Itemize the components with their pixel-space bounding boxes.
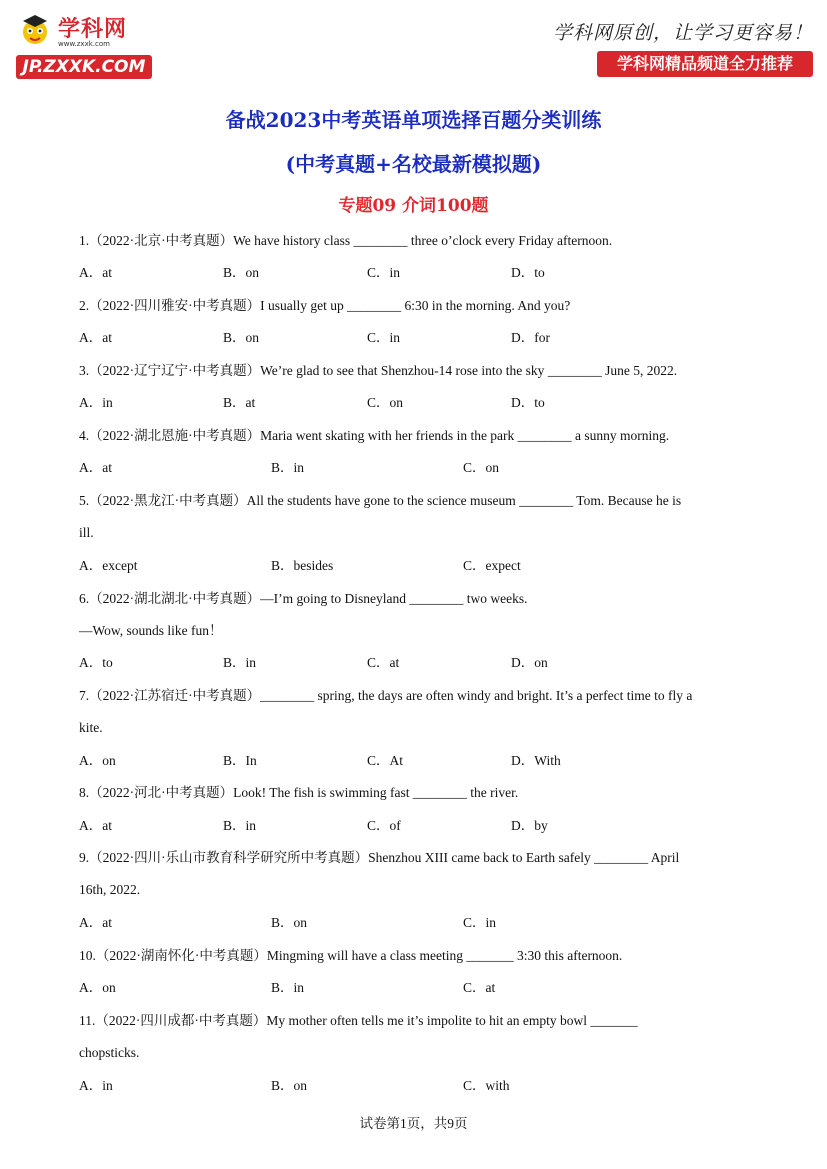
question-text: 11.（2022·四川成都·中考真题）My mother often tells me it’s impolite to hit an empty bowl _______ bbox=[79, 1013, 638, 1028]
option-d: D．for bbox=[511, 330, 550, 345]
option-d: D．to bbox=[511, 265, 545, 280]
option-a: A．at bbox=[79, 915, 112, 930]
option-a: A．on bbox=[79, 753, 116, 768]
page-header bbox=[0, 0, 827, 90]
question-text: 5.（2022·黑龙江·中考真题）All the students have gone to the science museum ________ Tom. Because he is bbox=[79, 493, 682, 508]
question-text: 10.（2022·湖南怀化·中考真题）Mingming will have a class meeting _______ 3:30 this afternoon. bbox=[79, 948, 623, 963]
option-b: B．In bbox=[223, 753, 257, 768]
question-text: 1.（2022·北京·中考真题）We have history class ________ three o’clock every Friday afternoon. bbox=[79, 233, 613, 248]
question-text: 8.（2022·河北·中考真题）Look! The fish is swimming fast ________ the river. bbox=[79, 785, 519, 800]
option-a: A．at bbox=[79, 265, 112, 280]
site-url-badge[interactable]: JP.ZXXK.COM bbox=[16, 55, 152, 79]
question-text: 9.（2022·四川·乐山市教育科学研究所中考真题）Shenzhou XIII came back to Earth safely ________ April bbox=[79, 850, 680, 865]
option-d: D．by bbox=[511, 818, 548, 833]
option-c: C．of bbox=[367, 818, 401, 833]
option-b: B．on bbox=[271, 915, 308, 930]
document-subtitle: (中考真题+名校最新模拟题) bbox=[285, 152, 542, 176]
option-a: A．at bbox=[79, 330, 112, 345]
option-a: A．on bbox=[79, 980, 116, 995]
option-b: B．on bbox=[271, 1078, 308, 1093]
question-text-cont: —Wow, sounds like fun！ bbox=[79, 623, 223, 638]
question-text-cont: 16th, 2022. bbox=[79, 882, 141, 897]
topic-title: 专题09 介词100题 bbox=[338, 196, 489, 216]
option-b: B．in bbox=[223, 818, 257, 833]
mascot-icon bbox=[18, 12, 52, 46]
option-c: C．with bbox=[463, 1078, 510, 1093]
slogan: 学科网原创，让学习更容易！ bbox=[552, 22, 813, 44]
option-d: D．on bbox=[511, 655, 548, 670]
option-b: B．on bbox=[223, 330, 260, 345]
option-a: A．to bbox=[79, 655, 113, 670]
option-a: A．in bbox=[79, 395, 113, 410]
option-d: D．With bbox=[511, 753, 561, 768]
option-b: B．on bbox=[223, 265, 260, 280]
option-c: C．in bbox=[367, 265, 401, 280]
option-c: C．in bbox=[463, 915, 497, 930]
question-text-cont: kite. bbox=[79, 720, 103, 735]
option-c: C．on bbox=[367, 395, 404, 410]
option-b: B．at bbox=[223, 395, 256, 410]
logo-text: 学科网 bbox=[58, 17, 128, 42]
option-a: A．except bbox=[79, 558, 138, 573]
option-b: B．in bbox=[271, 980, 305, 995]
option-c: C．at bbox=[463, 980, 496, 995]
question-text: 4.（2022·湖北恩施·中考真题）Maria went skating with her friends in the park ________ a sunny morning. bbox=[79, 428, 670, 443]
question-text: 7.（2022·江苏宿迁·中考真题）________ spring, the days are often windy and bright. It’s a perfect time to fly a bbox=[79, 688, 693, 703]
option-a: A．in bbox=[79, 1078, 113, 1093]
recommend-badge[interactable]: 学科网精品频道全力推荐 bbox=[597, 51, 813, 77]
document-title: 备战2023中考英语单项选择百题分类训练 bbox=[225, 108, 602, 132]
option-c: C．on bbox=[463, 460, 500, 475]
page-footer: 试卷第1页，共9页 bbox=[359, 1116, 468, 1131]
option-a: A．at bbox=[79, 818, 112, 833]
option-a: A．at bbox=[79, 460, 112, 475]
option-c: C．in bbox=[367, 330, 401, 345]
site-logo[interactable] bbox=[18, 12, 128, 52]
question-text-cont: ill. bbox=[79, 525, 94, 540]
question-text: 6.（2022·湖北湖北·中考真题）—I’m going to Disneyland ________ two weeks. bbox=[79, 591, 528, 606]
question-text-cont: chopsticks. bbox=[79, 1045, 140, 1060]
option-b: B．besides bbox=[271, 558, 334, 573]
logo-url: www.zxxk.com bbox=[58, 40, 110, 48]
option-b: B．in bbox=[223, 655, 257, 670]
question-text: 3.（2022·辽宁辽宁·中考真题）We’re glad to see that Shenzhou-14 rose into the sky ________ June 5, 2022. bbox=[79, 363, 678, 378]
question-text: 2.（2022·四川雅安·中考真题）I usually get up ________ 6:30 in the morning. And you? bbox=[79, 298, 571, 313]
option-c: C．expect bbox=[463, 558, 521, 573]
option-d: D．to bbox=[511, 395, 545, 410]
option-c: C．At bbox=[367, 753, 404, 768]
option-c: C．at bbox=[367, 655, 400, 670]
option-b: B．in bbox=[271, 460, 305, 475]
